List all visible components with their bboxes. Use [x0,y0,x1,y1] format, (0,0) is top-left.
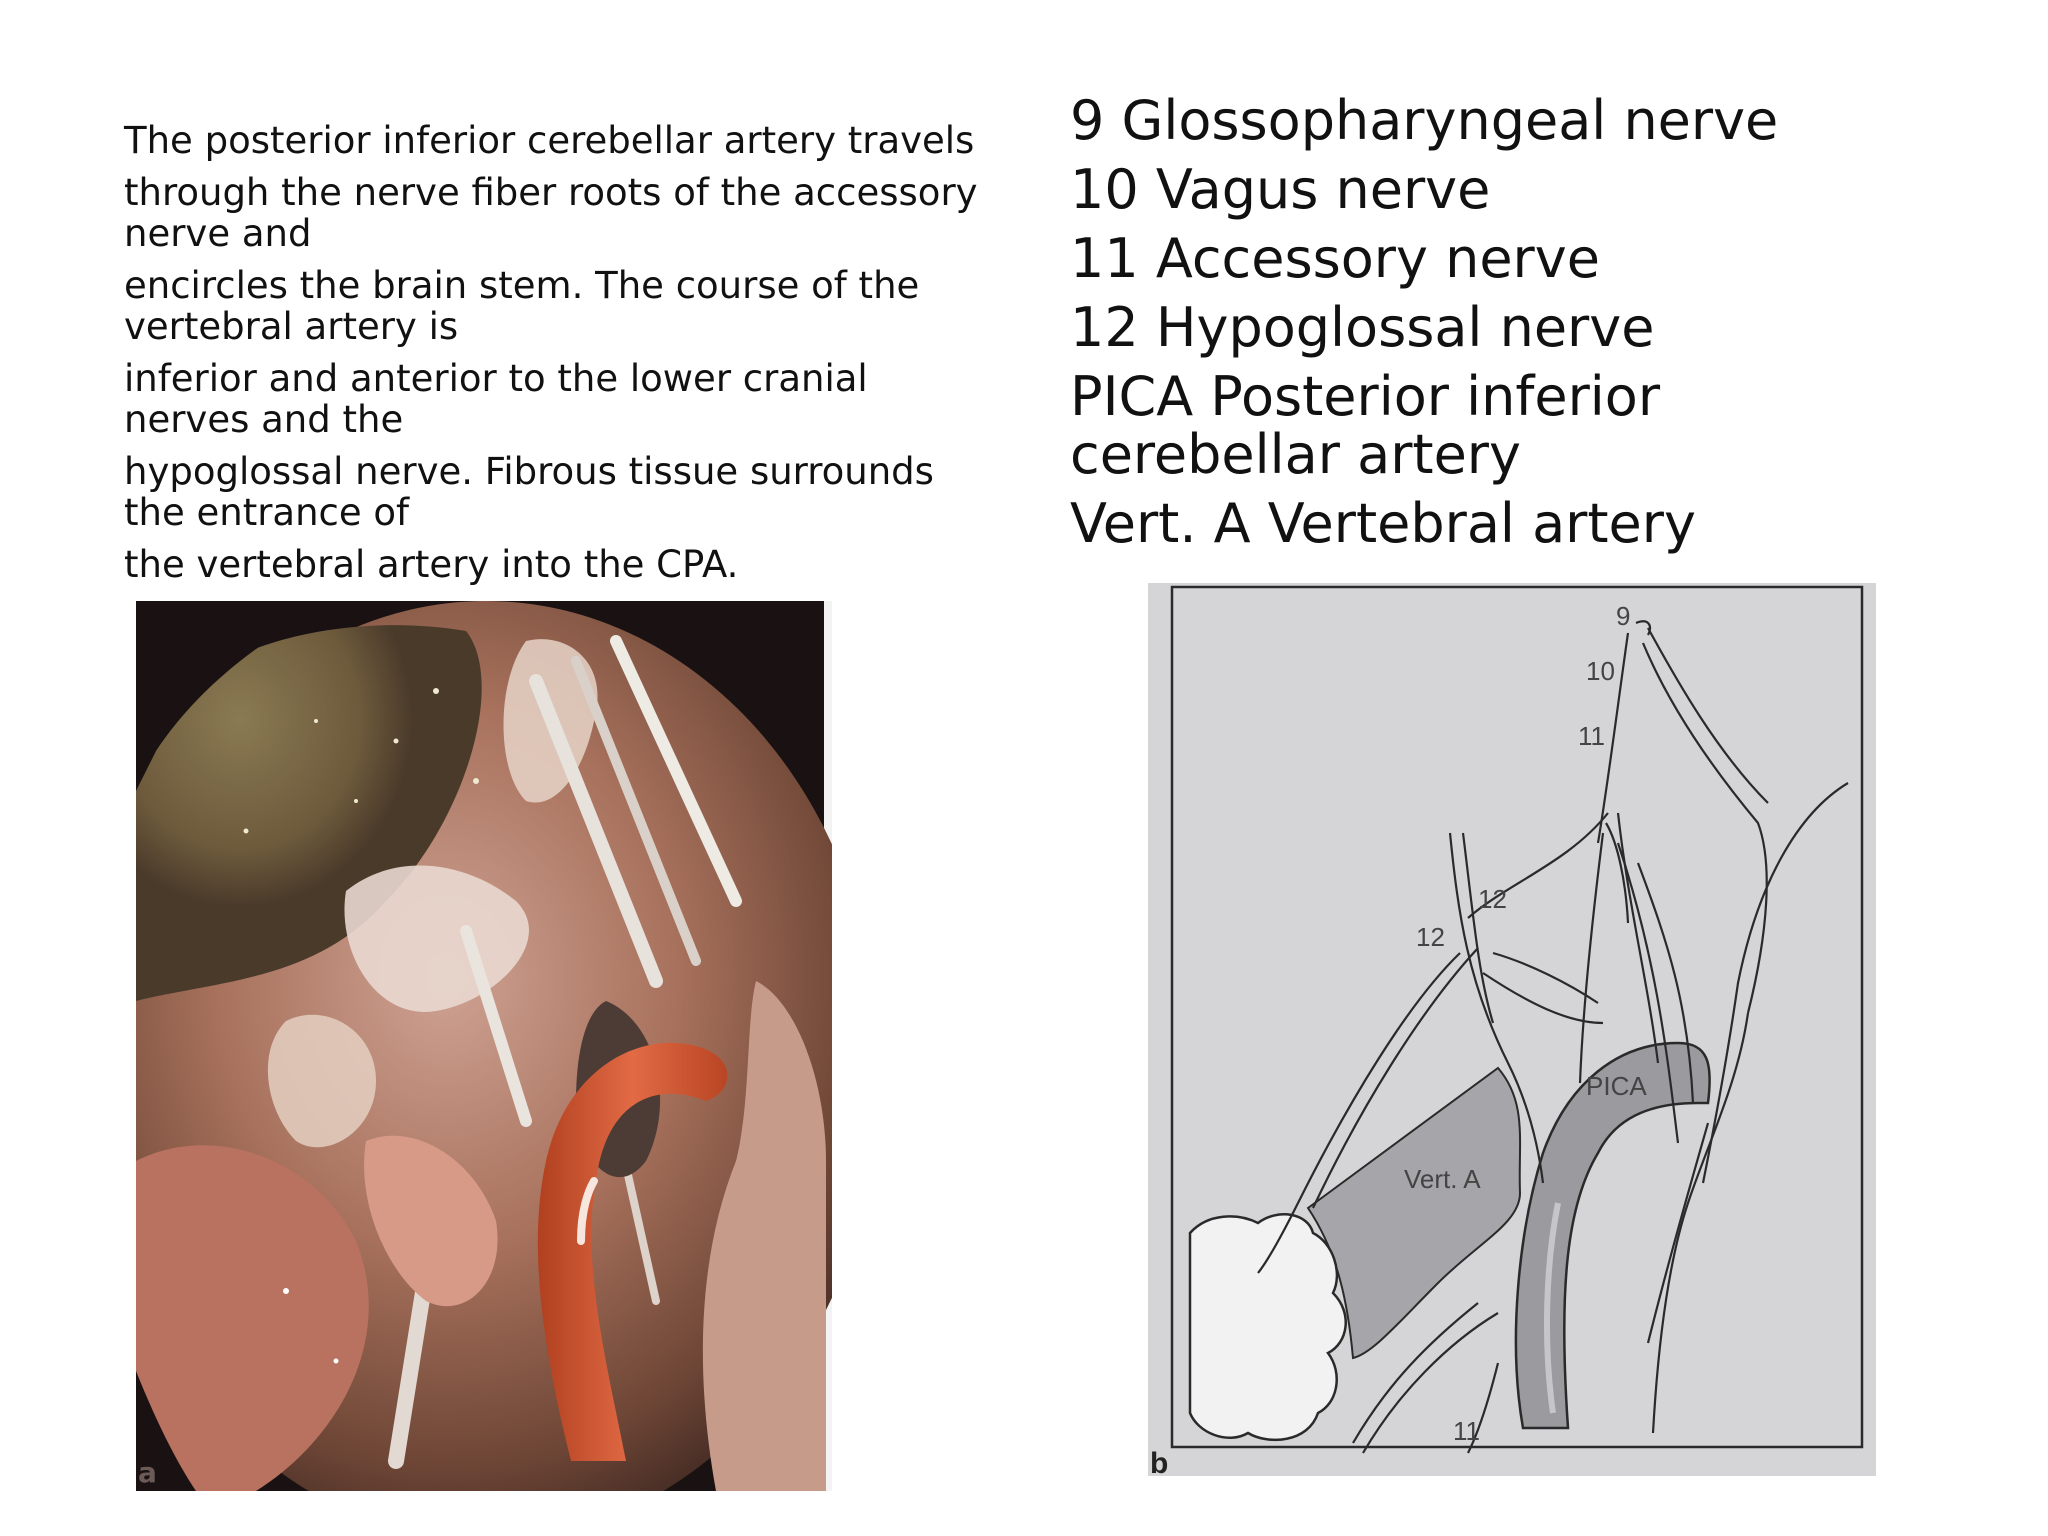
description-line: encircles the brain stem. The course of the vertebral artery is [124,264,920,348]
description-line: the vertebral artery into the CPA. [124,543,739,586]
description-line: The posterior inferior cerebellar artery travels [124,119,975,162]
description-line: inferior and anterior to the lower cranial nerves and the [124,357,868,441]
abbreviation-legend [1070,89,1890,564]
description-line: through the nerve fiber roots of the accessory nerve and [124,171,978,255]
label-nerve-12-right: 12 [1478,884,1507,914]
label-nerve-9: 9 [1616,601,1631,631]
label-vert-a: Vert. A [1404,1164,1481,1194]
figure-a-photograph [136,601,832,1491]
label-nerve-11-top: 11 [1578,721,1605,751]
figure-a-label: a [138,1456,157,1489]
label-pica: PICA [1586,1071,1647,1101]
legend-item: 11 Accessory nerve [1070,227,1600,290]
anatomy-diagram [1148,583,1876,1476]
label-nerve-12-left: 12 [1416,922,1445,952]
figure-b-diagram [1148,583,1876,1476]
label-nerve-10: 10 [1586,656,1615,686]
label-nerve-11-bottom: 11 [1453,1416,1480,1446]
legend-item: Vert. A Vertebral artery [1070,492,1696,555]
legend-item: PICA Posterior inferior cerebellar artery [1070,365,1661,486]
description-line: hypoglossal nerve. Fibrous tissue surrounds the entrance of [124,450,934,534]
endoscopic-photo-illustration [136,601,832,1491]
legend-item: 9 Glossopharyngeal nerve [1070,89,1779,152]
legend-item: 10 Vagus nerve [1070,158,1491,221]
figure-b-label: b [1150,1447,1169,1476]
legend-item: 12 Hypoglossal nerve [1070,296,1655,359]
description-text [124,120,984,596]
fibrous-tissue-shape [1190,1214,1346,1440]
